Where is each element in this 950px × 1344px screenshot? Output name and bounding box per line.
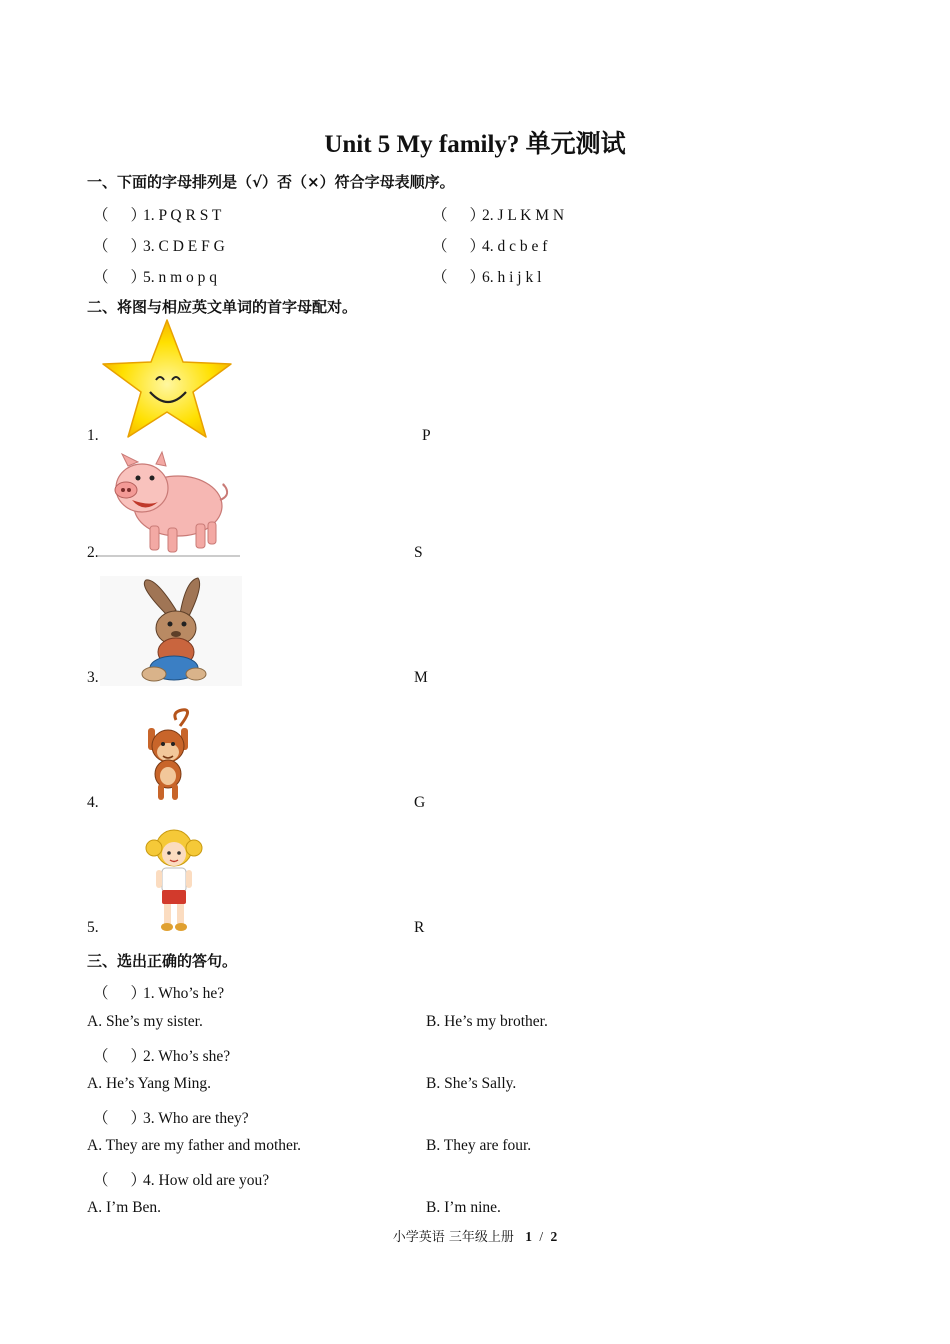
answer-blank[interactable]: （ ） xyxy=(93,269,147,286)
option-b[interactable]: B. They are four. xyxy=(426,1137,532,1154)
item-3: （ ）3. C D E F G xyxy=(93,234,225,256)
girl-icon xyxy=(144,826,204,934)
answer-blank[interactable]: （ ） xyxy=(93,1172,147,1189)
answer-blank[interactable]: （ ） xyxy=(432,238,486,255)
question-1: （ ）1. Who’s he? xyxy=(93,981,224,1003)
match-letter-r[interactable]: R xyxy=(414,919,425,936)
item-6: （ ）6. h i j k l xyxy=(432,265,541,287)
section-2-heading: 二、将图与相应英文单词的首字母配对。 xyxy=(87,298,358,316)
item-5: （ ）5. n m o p q xyxy=(93,265,217,287)
match-number-1: 1. xyxy=(87,427,99,444)
option-b[interactable]: B. He’s my brother. xyxy=(426,1013,548,1030)
page-title: Unit 5 My family? 单元测试 xyxy=(324,131,626,158)
match-number-5: 5. xyxy=(87,919,99,936)
page-footer xyxy=(0,1226,950,1245)
section-3-heading: 三、选出正确的答句。 xyxy=(87,952,238,970)
item-2: （ ）2. J L K M N xyxy=(432,203,564,225)
option-a[interactable]: A. They are my father and mother. xyxy=(87,1137,302,1154)
star-icon xyxy=(100,318,234,440)
answer-blank[interactable]: （ ） xyxy=(432,207,486,224)
question-3: （ ）3. Who are they? xyxy=(93,1106,249,1128)
pig-icon xyxy=(98,448,242,558)
monkey-icon xyxy=(140,708,196,804)
option-a[interactable]: A. I’m Ben. xyxy=(87,1199,162,1216)
option-a[interactable]: A. She’s my sister. xyxy=(87,1013,203,1030)
section-1-heading: 一、下面的字母排列是（√）否（×）符合字母表顺序。 xyxy=(87,173,455,191)
page-total: 2 xyxy=(550,1229,558,1244)
footer-text: 小学英语 三年级上册 xyxy=(392,1230,514,1245)
answer-blank[interactable]: （ ） xyxy=(93,207,147,224)
answer-blank[interactable]: （ ） xyxy=(93,1110,147,1127)
answer-blank[interactable]: （ ） xyxy=(93,985,147,1002)
answer-blank[interactable]: （ ） xyxy=(93,238,147,255)
match-number-4: 4. xyxy=(87,794,99,811)
match-number-2: 2. xyxy=(87,544,99,561)
rabbit-icon xyxy=(100,576,242,686)
match-letter-p[interactable]: P xyxy=(422,427,431,444)
match-letter-s[interactable]: S xyxy=(414,544,423,561)
answer-blank[interactable]: （ ） xyxy=(93,1048,147,1065)
page-separator: / xyxy=(539,1229,544,1244)
match-letter-g[interactable]: G xyxy=(414,794,426,811)
match-letter-m[interactable]: M xyxy=(414,669,428,686)
option-a[interactable]: A. He’s Yang Ming. xyxy=(87,1075,212,1092)
item-4: （ ）4. d c b e f xyxy=(432,234,547,256)
item-1: （ ）1. P Q R S T xyxy=(93,203,221,225)
match-number-3: 3. xyxy=(87,669,99,686)
option-b[interactable]: B. She’s Sally. xyxy=(426,1075,517,1092)
answer-blank[interactable]: （ ） xyxy=(432,269,486,286)
option-b[interactable]: B. I’m nine. xyxy=(426,1199,501,1216)
question-4: （ ）4. How old are you? xyxy=(93,1168,269,1190)
question-2: （ ）2. Who’s she? xyxy=(93,1044,230,1066)
page-number: 1 xyxy=(525,1229,532,1244)
